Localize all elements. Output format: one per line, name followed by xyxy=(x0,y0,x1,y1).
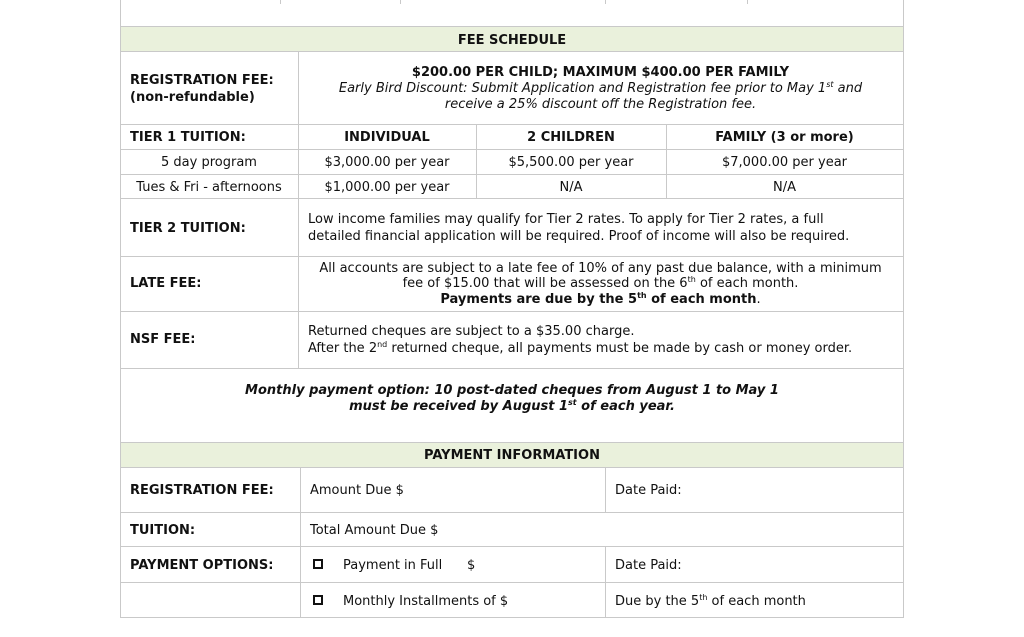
installments-amount-field[interactable]: Monthly Installments of $ xyxy=(343,594,509,609)
program-5-day: 5 day program xyxy=(161,155,257,170)
col-2-children: 2 CHILDREN xyxy=(527,130,615,145)
date-paid-field[interactable]: Date Paid: xyxy=(615,483,682,498)
due-date-note: Due by the 5th of each month xyxy=(615,593,806,609)
fee-form xyxy=(120,0,904,637)
pay-in-full-label: Payment in Full xyxy=(343,558,443,573)
payment-options-label: PAYMENT OPTIONS: xyxy=(130,558,274,573)
rule xyxy=(300,467,301,617)
monthly-option-line-2: must be received by August 1st of each year. xyxy=(349,398,675,414)
rule xyxy=(120,198,904,199)
registration-price: $200.00 PER CHILD; MAXIMUM $400.00 PER FAMILY xyxy=(411,65,790,80)
rule xyxy=(903,0,904,617)
rule xyxy=(120,582,904,583)
tuition-label: TUITION: xyxy=(130,523,196,538)
nsf-text-1: Returned cheques are subject to a $35.00 charge. xyxy=(308,324,635,339)
col-family: FAMILY (3 or more) xyxy=(715,130,854,145)
pay-in-full-amount-field[interactable]: $ xyxy=(467,558,476,573)
nsf-text-2: After the 2nd returned cheque, all payments must be made by cash or money order. xyxy=(308,340,853,356)
pay-in-full-checkbox[interactable] xyxy=(313,559,323,569)
late-fee-text-1: All accounts are subject to a late fee of 10% of any past due balance, with a minimum xyxy=(319,261,882,276)
price-cell: N/A xyxy=(773,180,796,195)
rule xyxy=(605,546,606,617)
rule xyxy=(120,311,904,312)
late-fee-text-2: fee of $15.00 that will be assessed on the 6th of each month. xyxy=(402,275,799,291)
date-paid-field[interactable]: Date Paid: xyxy=(615,558,682,573)
program-tues-fri: Tues & Fri - afternoons xyxy=(136,180,282,195)
rule xyxy=(120,256,904,257)
rule xyxy=(120,546,904,547)
monthly-option-line-1: Monthly payment option: 10 post-dated cheques from August 1 to May 1 xyxy=(245,383,779,398)
price-cell: $5,500.00 per year xyxy=(508,155,634,170)
rule xyxy=(120,51,904,52)
rule xyxy=(120,149,904,150)
rule xyxy=(120,0,121,617)
early-bird-line-1: Early Bird Discount: Submit Application and Registration fee prior to May 1st and xyxy=(338,80,863,96)
fee-schedule-title: FEE SCHEDULE xyxy=(457,33,567,48)
installments-checkbox[interactable] xyxy=(313,595,323,605)
price-cell: $7,000.00 per year xyxy=(721,155,848,170)
non-refundable-note: (non-refundable) xyxy=(130,90,255,105)
rule xyxy=(605,0,606,4)
rule xyxy=(120,174,904,175)
pay-registration-label: REGISTRATION FEE: xyxy=(130,483,274,498)
rule xyxy=(120,617,904,618)
rule xyxy=(747,0,748,4)
nsf-fee-label: NSF FEE: xyxy=(130,332,196,347)
registration-fee-label: REGISTRATION FEE: xyxy=(130,73,274,88)
tier1-label: TIER 1 TUITION: xyxy=(130,130,246,145)
price-cell: $1,000.00 per year xyxy=(324,180,450,195)
price-cell: $3,000.00 per year xyxy=(324,155,450,170)
rule xyxy=(120,368,904,369)
price-cell: N/A xyxy=(559,180,583,195)
early-bird-line-2: receive a 25% discount off the Registration fee. xyxy=(444,97,757,112)
late-fee-due-note: Payments are due by the 5th of each month. xyxy=(440,291,761,307)
tier2-text-1: Low income families may qualify for Tier 2 rates. To apply for Tier 2 rates, a full xyxy=(308,212,824,227)
tier2-label: TIER 2 TUITION: xyxy=(130,221,246,236)
payment-info-title: PAYMENT INFORMATION xyxy=(424,448,600,463)
rule xyxy=(120,124,904,125)
rule xyxy=(120,467,904,468)
rule xyxy=(120,512,904,513)
rule xyxy=(280,0,281,4)
amount-due-field[interactable]: Amount Due $ xyxy=(310,483,404,498)
tier2-text-2: detailed financial application will be required. Proof of income will also be required. xyxy=(308,229,850,244)
col-individual: INDIVIDUAL xyxy=(344,130,430,145)
late-fee-label: LATE FEE: xyxy=(130,276,202,291)
rule xyxy=(400,0,401,4)
total-amount-due-field[interactable]: Total Amount Due $ xyxy=(310,523,439,538)
rule xyxy=(605,467,606,512)
